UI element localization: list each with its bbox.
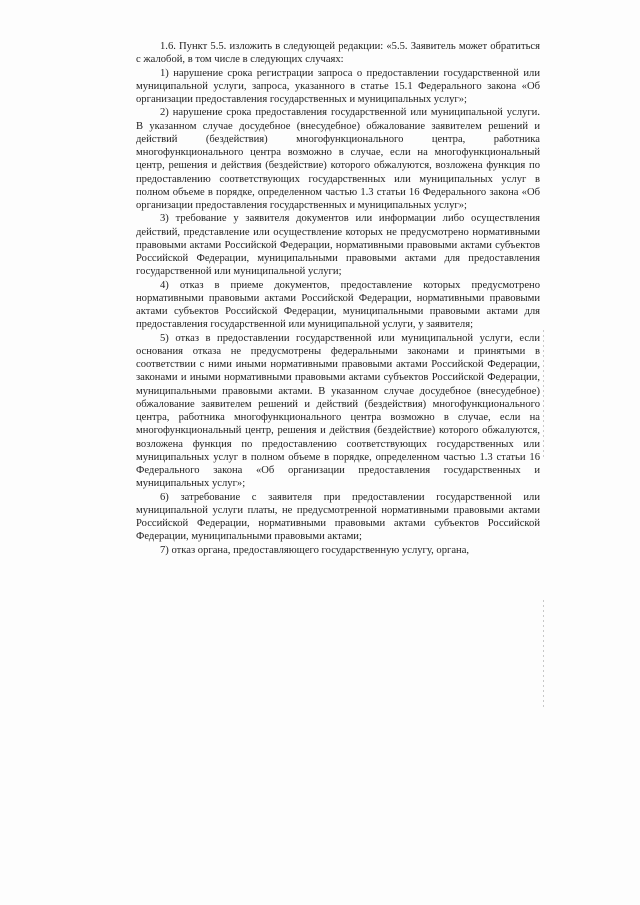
- paragraph-item-1: 1) нарушение срока регистрации запроса о предоставлении государственной или муниципальной услуги, запроса, указанного в статье 15.1 Федерального закона «Об организации предоставления государственных и муниципальных услуг»;: [136, 67, 540, 105]
- document-body: [136, 40, 540, 557]
- paragraph-item-6: 6) затребование с заявителя при предоставлении государственной или муниципальной услуги платы, не предусмотренной нормативными правовыми актами Российской Федерации, нормативными правовыми актами субъектов Российской Федерации, муниципальными правовыми актами;: [136, 491, 540, 543]
- paragraph-item-5: 5) отказ в предоставлении государственной или муниципальной услуги, если основания отказа не предусмотрены федеральными законами и принятыми в соответствии с ними иными нормативными правовыми актами Российской Федерации, законами и иными нормативными правовыми актами субъектов Российской Федерации, муниципальными правовыми актами. В указанном случае досудебное (внесудебное) обжалование заявителем решений и действий (бездействия) многофункционального центра, работника многофункционального центра возможно в случае, если на многофункциональный центр, решения и действия (бездействие) которого обжалуются, возложена функция по предоставлению соответствующих государственных или муниципальных услуг в полном объеме в порядке, определенном частью 1.3 статьи 16 Федерального закона «Об организации предоставления государственных и муниципальных услуг»;: [136, 332, 540, 490]
- paragraph-item-4: 4) отказ в приеме документов, предоставление которых предусмотрено нормативными правовыми актами Российской Федерации, нормативными правовыми актами субъектов Российской Федерации, муниципальными правовыми актами для предоставления государственной или муниципальной услуги, у заявителя;: [136, 279, 540, 331]
- paragraph-item-7: 7) отказ органа, предоставляющего государственную услугу, органа,: [160, 544, 470, 556]
- scan-edge-mark: [543, 600, 544, 710]
- paragraph-intro: 1.6. Пункт 5.5. изложить в следующей редакции: «5.5. Заявитель может обратиться с жалобой, в том числе в следующих случаях:: [136, 41, 540, 66]
- paragraph-item-3: 3) требование у заявителя документов или информации либо осуществления действий, представление или осуществление которых не предусмотрено нормативными правовыми актами Российской Федерации, нормативными правовыми актами субъектов Российской Федерации, муниципальными правовыми актами для предоставления государственной или муниципальной услуги;: [136, 213, 540, 278]
- scan-edge-mark: [543, 330, 544, 460]
- paragraph-item-2: 2) нарушение срока предоставления государственной или муниципальной услуги. В указанном случае досудебное (внесудебное) обжалование заявителем решений и действий (бездействия) многофункционального центра, работника многофункционального центра возможно в случае, если на многофункциональный центр, решения и действия (бездействие) которого обжалуются, возложена функция по предоставлению соответствующих государственных или муниципальных услуг в полном объеме в порядке, определенном частью 1.3 статьи 16 Федерального закона «Об организации предоставления государственных и муниципальных услуг»;: [136, 107, 540, 211]
